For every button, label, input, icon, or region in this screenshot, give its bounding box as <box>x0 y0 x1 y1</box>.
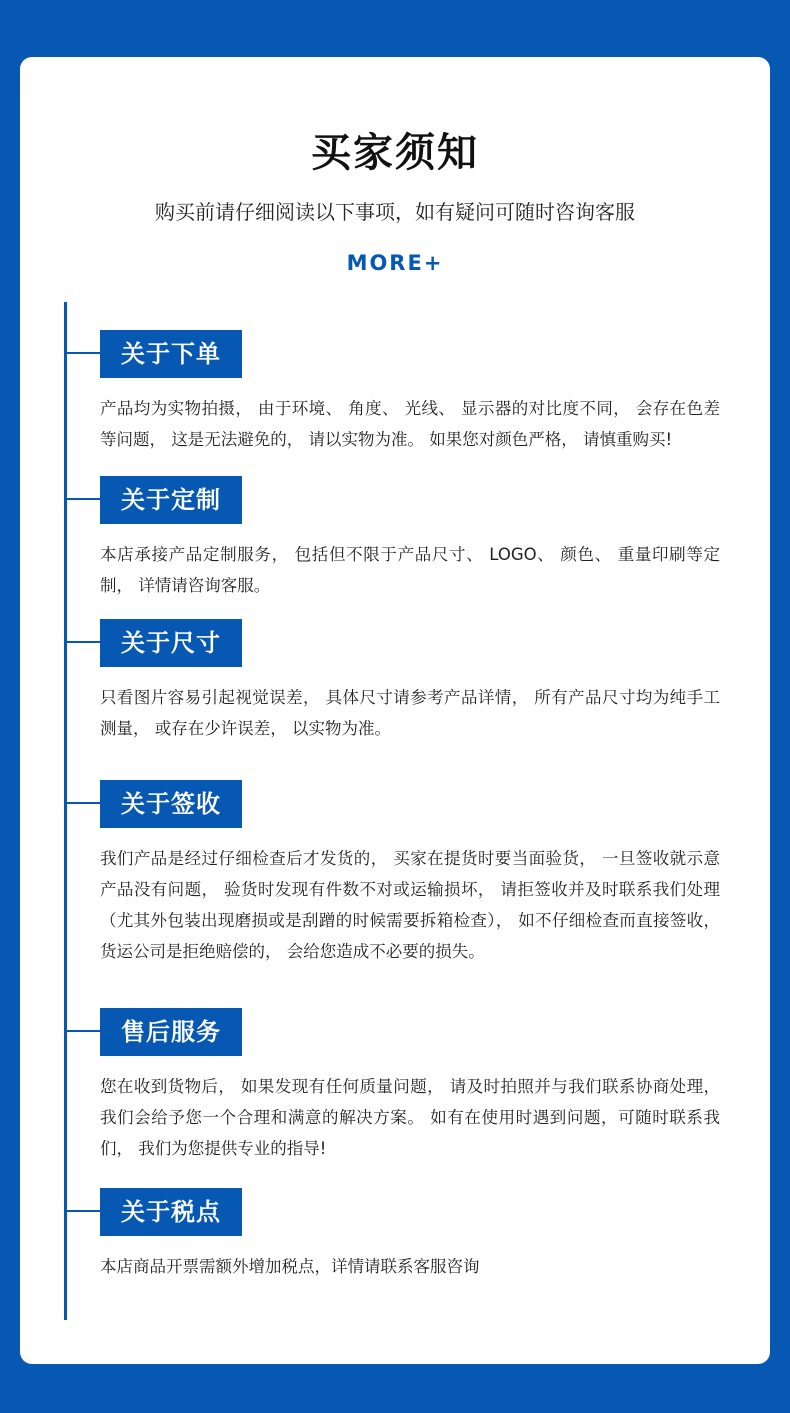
timeline-tick <box>64 802 102 804</box>
section-text: 本店商品开票需额外增加税点，详情请联系客服咨询 <box>100 1257 480 1276</box>
section-text: 产品均为实物拍摄， 由于环境、 角度、 光线、 显示器的对比度不同， 会存在色差等问题， 这是无法避免的， 请以实物为准。 如果您对颜色严格， 请慎重购买! <box>100 399 720 449</box>
timeline-tick <box>64 1030 102 1032</box>
section-title: 关于尺寸 <box>100 619 242 667</box>
page-title: 买家须知 <box>311 130 479 176</box>
timeline-line <box>64 302 67 1320</box>
section-title: 售后服务 <box>100 1008 242 1056</box>
section-title: 关于签收 <box>100 780 242 828</box>
timeline-tick <box>64 641 102 643</box>
section-text: 我们产品是经过仔细检查后才发货的， 买家在提货时要当面验货， 一旦签收就示意产品没有问题， 验货时发现有件数不对或运输损坏， 请拒签收并及时联系我们处理 （尤其外包装出现磨损或是刮蹭的时候需要拆箱检查）， 如不仔细检查而直接签收， 货运公司是拒绝赔偿的， 会给您造成不必要的损失。 <box>100 849 720 961</box>
timeline-tick <box>64 352 102 354</box>
timeline-tick <box>64 1210 102 1212</box>
section-title: 关于定制 <box>100 476 242 524</box>
timeline-tick <box>64 498 102 500</box>
section-title: 关于税点 <box>100 1188 242 1236</box>
section-text: 本店承接产品定制服务， 包括但不限于产品尺寸、 LOGO、 颜色、 重量印刷等定制， 详情请咨询客服。 <box>100 545 720 595</box>
section-title: 关于下单 <box>100 330 242 378</box>
more-link[interactable]: MORE+ <box>346 251 444 275</box>
notice-card <box>20 57 770 1364</box>
section-text: 您在收到货物后， 如果发现有任何质量问题， 请及时拍照并与我们联系协商处理， 我们会给予您一个合理和满意的解决方案。 如有在使用时遇到问题，可随时联系我们， 我们为您提供专业的指导! <box>100 1077 720 1158</box>
page-subtitle: 购买前请仔细阅读以下事项，如有疑问可随时咨询客服 <box>155 200 635 224</box>
section-text: 只看图片容易引起视觉误差， 具体尺寸请参考产品详情， 所有产品尺寸均为纯手工测量， 或存在少许误差， 以实物为准。 <box>100 688 720 738</box>
